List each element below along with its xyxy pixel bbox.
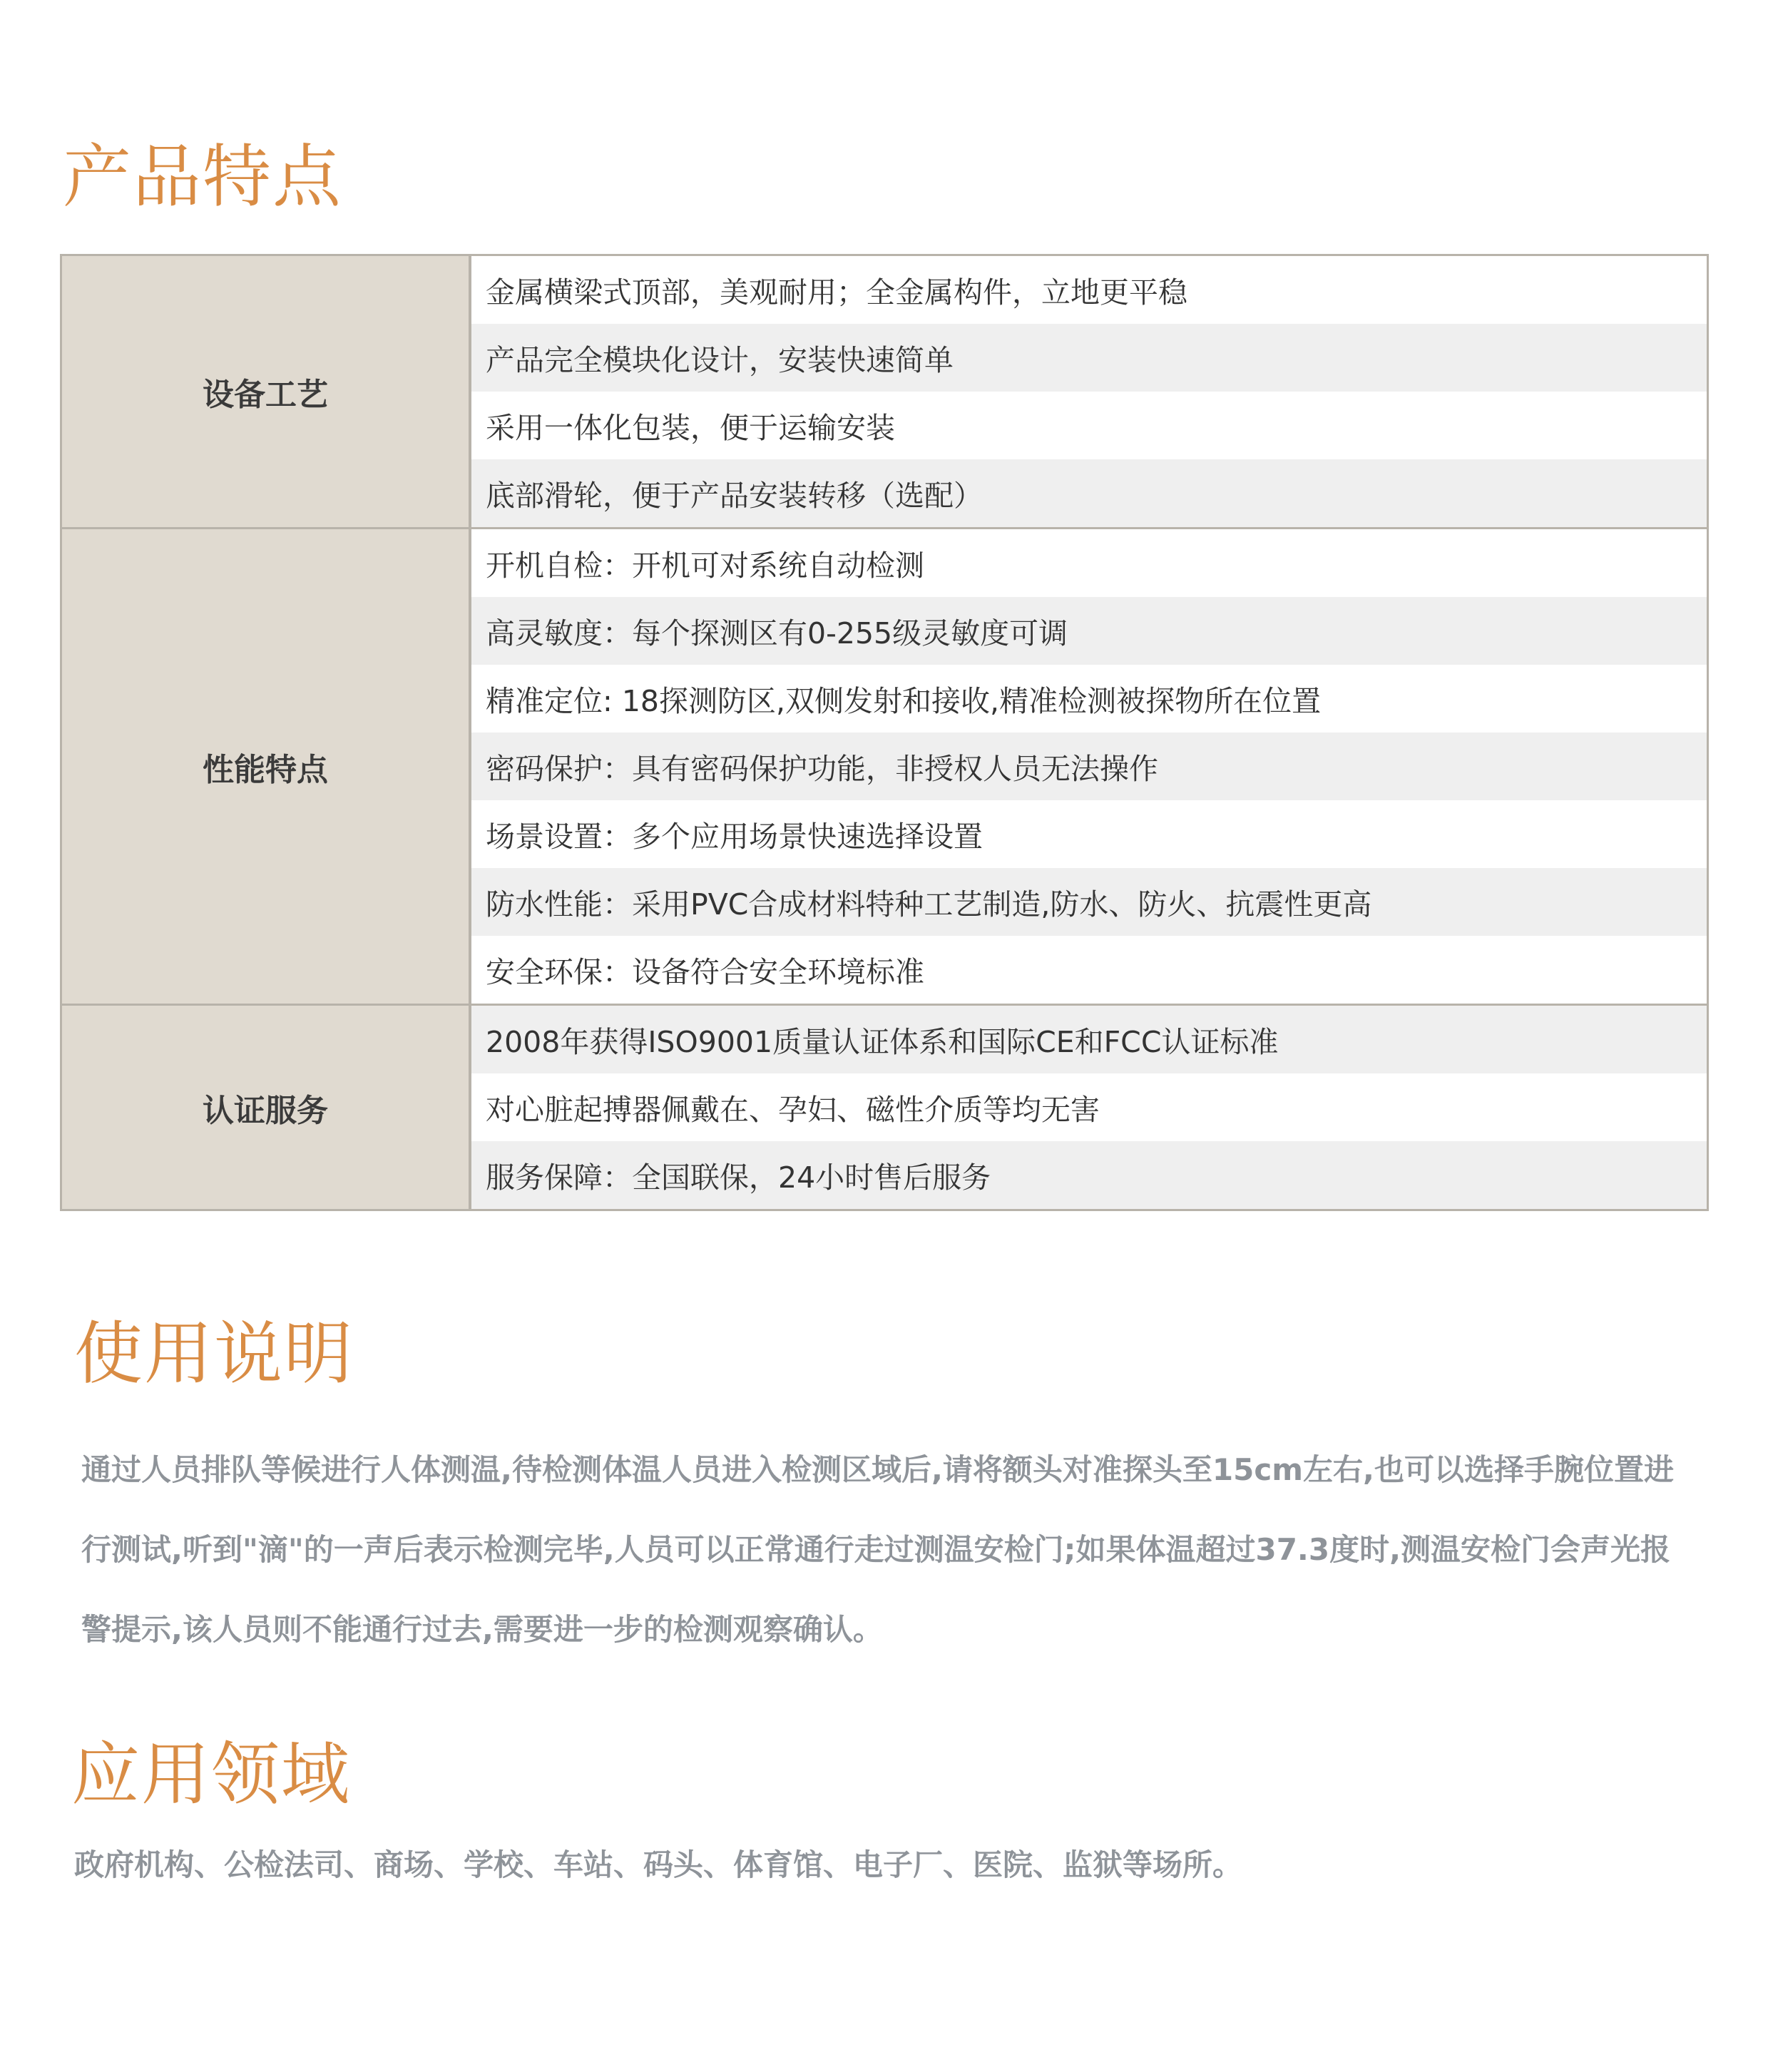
usage-text: 通过人员排队等候进行人体测温,待检测体温人员进入检测区域后,请将额头对准探头至15cm左右,也可以选择手腕位置进行测试,听到"滴"的一声后表示检测完毕,人员可以正常通行走过测温安检门;如果体温超过37.3度时,测温安检门会声光报警提示,该人员则不能通行过去,需要进一步的检测观察确认。	[81, 1452, 1674, 1647]
feature-item: 服务保障：全国联保，24小时售后服务	[471, 1141, 1707, 1209]
feature-group-performance	[62, 527, 1707, 1004]
feature-item: 金属横梁式顶部，美观耐用；全金属构件，立地更平稳	[486, 275, 1187, 310]
feature-item: 安全环保：设备符合安全环境标准	[486, 955, 924, 989]
feature-item: 2008年获得ISO9001质量认证体系和国际CE和FCC认证标准	[471, 1006, 1707, 1073]
applications-title: 应用领域	[71, 1735, 351, 1815]
features-title: 产品特点	[63, 137, 342, 217]
applications-text: 政府机构、公检法司、商场、学校、车站、码头、体育馆、电子厂、医院、监狱等场所。	[74, 1847, 1243, 1882]
feature-group-certification	[62, 1004, 1707, 1209]
feature-item: 高灵敏度：每个探测区有0-255级灵敏度可调	[471, 597, 1707, 665]
feature-group-craft	[62, 256, 1707, 527]
category-label: 性能特点	[62, 529, 471, 1004]
usage-title: 使用说明	[74, 1314, 354, 1394]
feature-item: 对心脏起搏器佩戴在、孕妇、磁性介质等均无害	[486, 1093, 1100, 1127]
feature-item: 产品完全模块化设计，安装快速简单	[471, 324, 1707, 392]
features-table	[60, 254, 1709, 1211]
feature-item: 采用一体化包装，便于运输安装	[486, 411, 895, 445]
feature-item: 防水性能：采用PVC合成材料特种工艺制造,防水、防火、抗震性更高	[471, 868, 1707, 936]
feature-item: 密码保护：具有密码保护功能，非授权人员无法操作	[471, 733, 1707, 800]
feature-item: 开机自检：开机可对系统自动检测	[486, 548, 924, 583]
category-label: 认证服务	[62, 1006, 471, 1209]
category-label: 设备工艺	[62, 256, 471, 527]
feature-item: 精准定位: 18探测防区,双侧发射和接收,精准检测被探物所在位置	[486, 684, 1322, 718]
feature-item: 场景设置：多个应用场景快速选择设置	[486, 820, 983, 854]
feature-item: 底部滑轮，便于产品安装转移（选配）	[471, 459, 1707, 527]
